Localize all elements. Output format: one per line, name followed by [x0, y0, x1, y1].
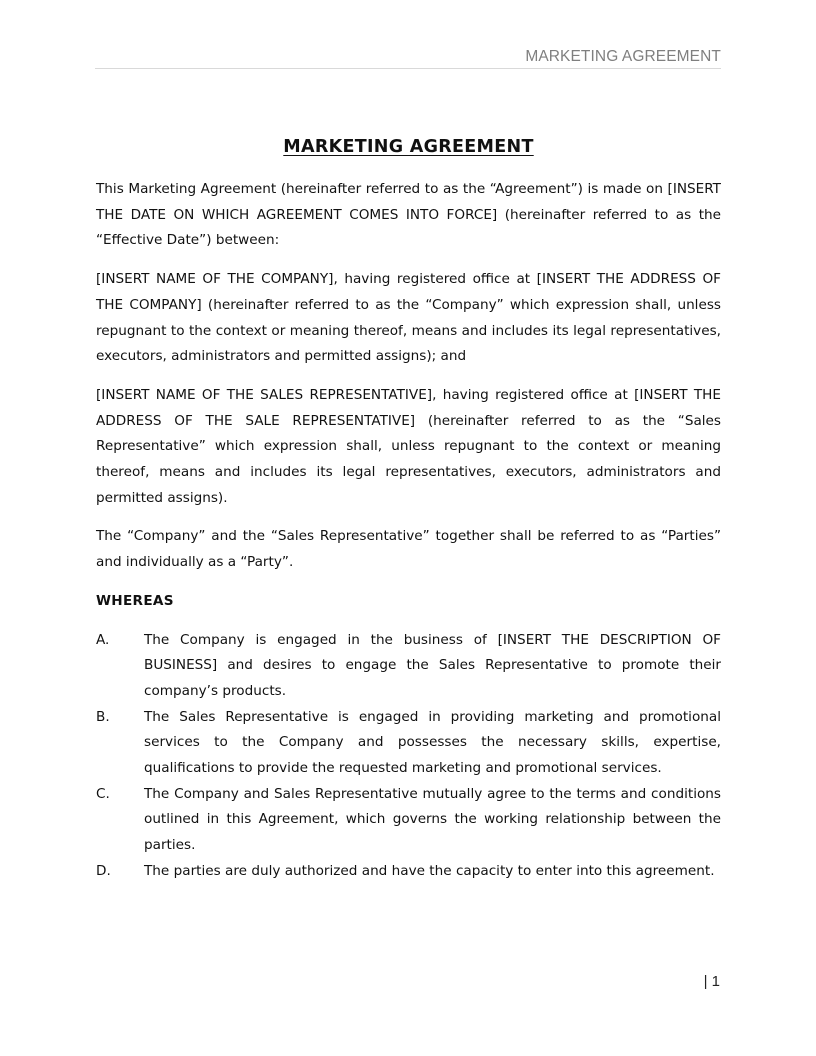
list-item [96, 628, 721, 705]
list-marker: D. [96, 862, 111, 879]
list-item-text: The Sales Representative is engaged in providing marketing and promotional services to the Company and possesses the necessary skills, expertise, qualifications to provide the requested marketing and promotional services. [144, 708, 721, 777]
whereas-heading: WHEREAS [96, 592, 174, 609]
parties-definition-paragraph: The “Company” and the “Sales Representative” together shall be referred to as “Parties” and individually as a “Party”. [96, 528, 721, 571]
list-marker: A. [96, 631, 110, 648]
sales-rep-party-paragraph: [INSERT NAME OF THE SALES REPRESENTATIVE], having registered office at [INSERT THE ADDRESS OF THE SALE REPRESENTATIVE] (hereinafter referred to as the “Sales Representative” which expression shall, unless repugnant to the context or meaning thereof, means and includes its legal representatives, executors, administrators and permitted assigns). [96, 386, 721, 506]
list-marker: B. [96, 708, 110, 725]
list-item-text: The parties are duly authorized and have the capacity to enter into this agreement. [144, 862, 715, 879]
list-item [96, 782, 721, 859]
list-item-text: The Company is engaged in the business of [INSERT THE DESCRIPTION OF BUSINESS] and desires to engage the Sales Representative to promote their company’s products. [144, 631, 721, 699]
document-body [96, 136, 721, 885]
document-title: MARKETING AGREEMENT [283, 137, 534, 157]
list-item [96, 705, 721, 782]
whereas-list [96, 628, 721, 885]
intro-paragraph: This Marketing Agreement (hereinafter referred to as the “Agreement”) is made on [INSERT THE DATE ON WHICH AGREEMENT COMES INTO FORCE] (hereinafter referred to as the “Effective Date”) between: [96, 181, 721, 249]
list-marker: C. [96, 785, 110, 802]
list-item-text: The Company and Sales Representative mutually agree to the terms and conditions outlined in this Agreement, which governs the working relationship between the parties. [144, 785, 721, 854]
page-header [95, 48, 721, 69]
list-item [96, 859, 721, 885]
page-number: | 1 [703, 973, 720, 990]
company-party-paragraph: [INSERT NAME OF THE COMPANY], having registered office at [INSERT THE ADDRESS OF THE COMPANY] (hereinafter referred to as the “Company” which expression shall, unless repugnant to the context or meaning thereof, means and includes its legal representatives, executors, administrators and permitted assigns); and [96, 271, 721, 365]
header-title: MARKETING AGREEMENT [525, 48, 721, 65]
